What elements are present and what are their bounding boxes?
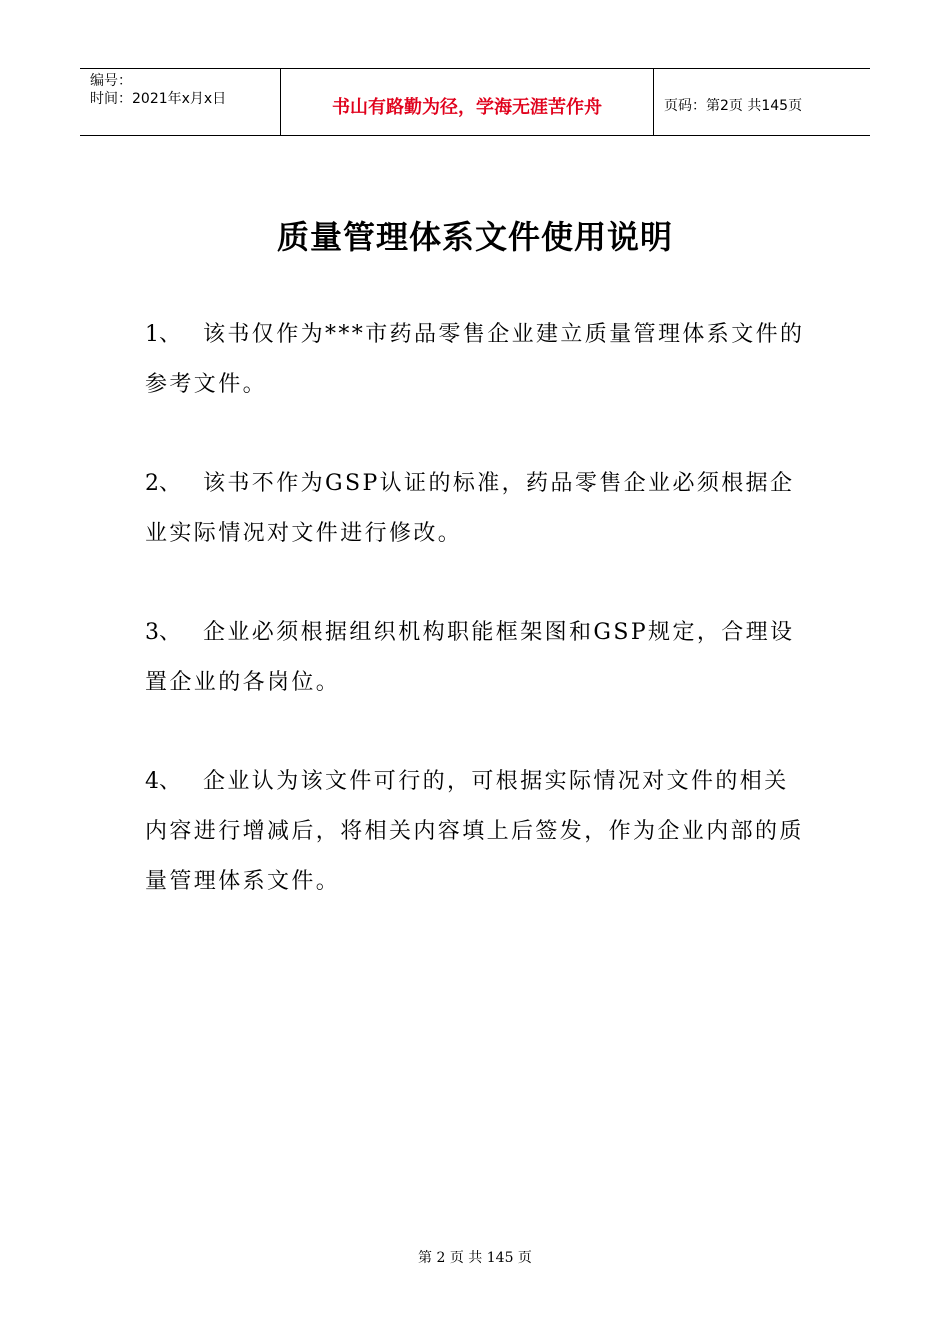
page-header [80,68,870,136]
header-page-cell [654,69,870,135]
instruction-item-2 [145,459,807,559]
item-number: 3、 [145,620,181,645]
item-text: 该书不作为GSP认证的标准，药品零售企业必须根据企业实际情况对文件进行修改。 [145,471,795,546]
item-text: 企业必须根据组织机构职能框架图和GSP规定，合理设置企业的各岗位。 [145,620,795,695]
header-meta-cell [80,69,281,135]
header-motto: 书山有路勤为径，学海无涯苦作舟 [332,97,602,118]
item-text: 该书仅作为***市药品零售企业建立质量管理体系文件的参考文件。 [145,322,805,397]
document-date-label: 时间：2021年x月x日 [90,91,227,107]
document-title: 质量管理体系文件使用说明 [276,218,673,256]
item-number: 2、 [145,471,181,496]
instruction-item-4 [145,757,807,907]
document-number-label: 编号： [90,73,132,89]
header-motto-cell [281,69,654,135]
item-text: 企业认为该文件可行的，可根据实际情况对文件的相关内容进行增减后，将相关内容填上后签发，作为企业内部的质量管理体系文件。 [145,769,804,894]
header-page-info: 页码：第2页 共145页 [664,98,803,114]
item-number: 4、 [145,769,181,794]
item-number: 1、 [145,322,181,347]
instruction-item-3 [145,608,807,708]
page-footer: 第 2 页 共 145 页 [418,1250,532,1266]
instruction-item-1 [145,310,807,410]
